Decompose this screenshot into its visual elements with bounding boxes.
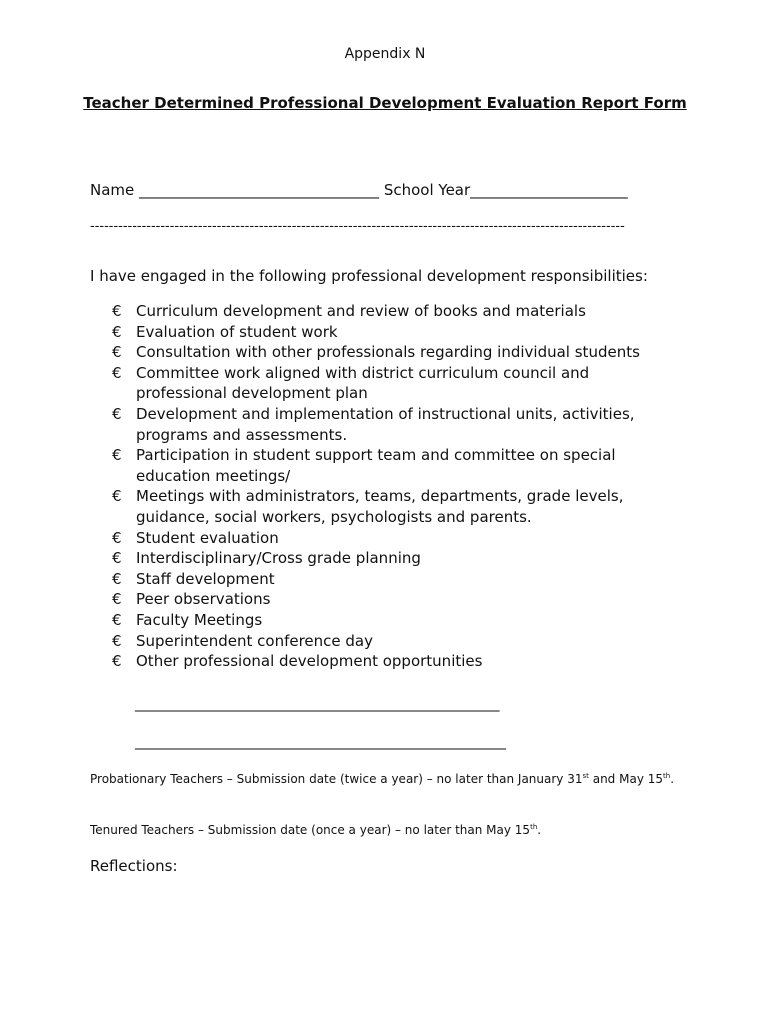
name-label: Name — [90, 181, 135, 199]
list-item-text: Other professional development opportunities — [136, 652, 483, 671]
school-year-label: School Year — [383, 181, 471, 199]
list-item — [112, 610, 672, 631]
list-item-text: Development and implementation of instructional units, activities, programs and assessments. — [136, 404, 635, 444]
bullet-icon: € — [112, 631, 122, 650]
list-item-text: Committee work aligned with district curriculum council and professional development plan — [136, 363, 590, 403]
bullet-icon: € — [112, 528, 122, 547]
list-item — [112, 528, 672, 549]
list-item — [112, 569, 672, 590]
bullet-icon: € — [112, 446, 122, 465]
tenured-text: Tenured Teachers – Submission date (once a year) – no later than May 15 — [90, 823, 531, 837]
probationary-text: and May 15 — [588, 772, 664, 786]
list-item-text: Student evaluation — [136, 528, 279, 547]
bullet-icon: € — [112, 549, 122, 568]
ordinal-suffix: th — [530, 823, 538, 831]
list-item — [112, 651, 672, 672]
list-item-text: Evaluation of student work — [136, 322, 338, 341]
intro-text: I have engaged in the following professional development responsibilities: — [90, 267, 648, 285]
list-item-text: Meetings with administrators, teams, departments, grade levels, guidance, social workers, psychologists and parents. — [136, 487, 624, 526]
bullet-icon: € — [112, 404, 122, 423]
list-item-text: Interdisciplinary/Cross grade planning — [136, 549, 421, 568]
bullet-icon: € — [112, 569, 122, 588]
bullet-icon: € — [112, 343, 122, 362]
bullet-icon: € — [112, 610, 122, 629]
bullet-icon: € — [112, 487, 122, 506]
bullet-icon: € — [112, 652, 122, 671]
name-school-year-row — [90, 181, 690, 199]
probationary-note — [90, 770, 690, 788]
other-opportunity-field[interactable]: ________________________________________________________ — [135, 696, 499, 712]
list-item — [112, 363, 672, 404]
bullet-icon: € — [112, 322, 122, 341]
ordinal-suffix: th — [663, 772, 671, 780]
list-item-text: Curriculum development and review of books and materials — [136, 302, 586, 320]
list-item-text: Faculty Meetings — [136, 610, 263, 629]
list-item — [112, 631, 672, 652]
list-item — [112, 322, 672, 343]
form-title: Teacher Determined Professional Development Evaluation Report Form — [83, 94, 687, 112]
tenured-text: . — [537, 823, 542, 837]
other-opportunity-field[interactable]: _________________________________________________________ — [135, 734, 506, 750]
school-year-field[interactable]: _____________________ — [470, 181, 628, 199]
ordinal-suffix: st — [582, 772, 589, 780]
appendix-label: Appendix N — [344, 46, 426, 62]
list-item — [112, 301, 672, 322]
list-item-text: Participation in student support team and committee on special education meetings/ — [136, 446, 616, 485]
bullet-icon: € — [112, 363, 122, 382]
bullet-icon: € — [112, 302, 122, 320]
list-item — [112, 548, 672, 569]
probationary-text: . — [670, 772, 675, 786]
separator-line: ------------------------------------------------------------------------------------------------------------------ — [90, 219, 625, 234]
list-item-text: Peer observations — [136, 590, 271, 609]
list-item — [112, 404, 672, 445]
list-item-text: Superintendent conference day — [136, 631, 373, 650]
list-item-text: Consultation with other professionals regarding individual students — [136, 343, 640, 362]
list-item — [112, 589, 672, 610]
list-item — [112, 342, 672, 363]
bullet-icon: € — [112, 590, 122, 609]
list-item — [112, 445, 672, 486]
probationary-text: Probationary Teachers – Submission date (twice a year) – no later than January 31 — [90, 772, 583, 786]
responsibilities-list — [112, 301, 672, 672]
name-field[interactable]: ________________________________ — [139, 181, 380, 199]
reflections-label: Reflections: — [90, 857, 178, 875]
list-item-text: Staff development — [136, 569, 275, 588]
list-item — [112, 486, 672, 527]
tenured-note — [90, 821, 690, 839]
